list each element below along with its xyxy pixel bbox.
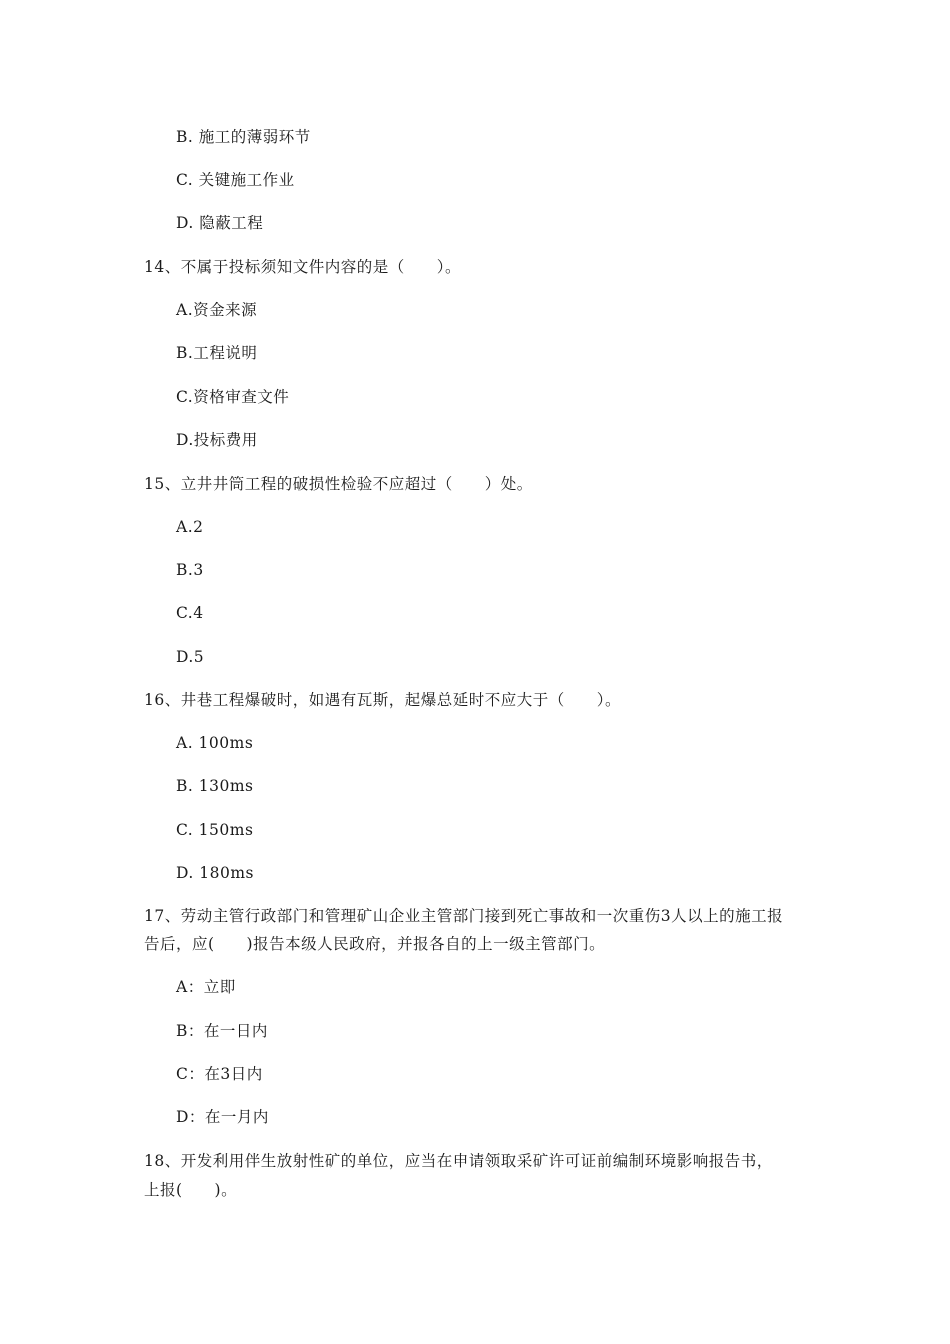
q16-option-a: A. 100ms [176,734,254,752]
q15-option-a: A.2 [176,518,204,536]
q13-option-c: C. 关键施工作业 [176,171,295,189]
q17-option-c: C：在3日内 [176,1065,263,1083]
q15-stem: 15、立井井筒工程的破损性检验不应超过（ ）处。 [144,475,533,493]
q16-option-c: C. 150ms [176,821,254,839]
q14-option-a: A.资金来源 [176,301,258,319]
q15-option-d: D.5 [176,648,205,666]
q13-option-d: D. 隐蔽工程 [176,214,264,232]
q13-option-b: B. 施工的薄弱环节 [176,128,311,146]
q16-option-d: D. 180ms [176,864,254,882]
q17-stem-line2: 告后，应( )报告本级人民政府，并报各自的上一级主管部门。 [144,935,606,953]
q15-option-c: C.4 [176,604,204,622]
q14-option-d: D.投标费用 [176,431,258,449]
q14-option-b: B.工程说明 [176,344,258,362]
q14-option-c: C.资格审查文件 [176,388,290,406]
q14-stem: 14、不属于投标须知文件内容的是（ ）。 [144,258,461,276]
q17-option-a: A：立即 [176,978,236,996]
q16-stem: 16、井巷工程爆破时，如遇有瓦斯，起爆总延时不应大于（ ）。 [144,691,621,709]
q18-stem-line2: 上报( )。 [144,1181,238,1199]
q17-option-b: B：在一日内 [176,1022,268,1040]
q18-stem-line1: 18、开发利用伴生放射性矿的单位，应当在申请领取采矿许可证前编制环境影响报告书， [144,1152,773,1170]
q16-option-b: B. 130ms [176,777,254,795]
q15-option-b: B.3 [176,561,204,579]
q17-option-d: D：在一月内 [176,1108,269,1126]
q17-stem-line1: 17、劳动主管行政部门和管理矿山企业主管部门接到死亡事故和一次重伤3人以上的施工报 [144,907,784,925]
